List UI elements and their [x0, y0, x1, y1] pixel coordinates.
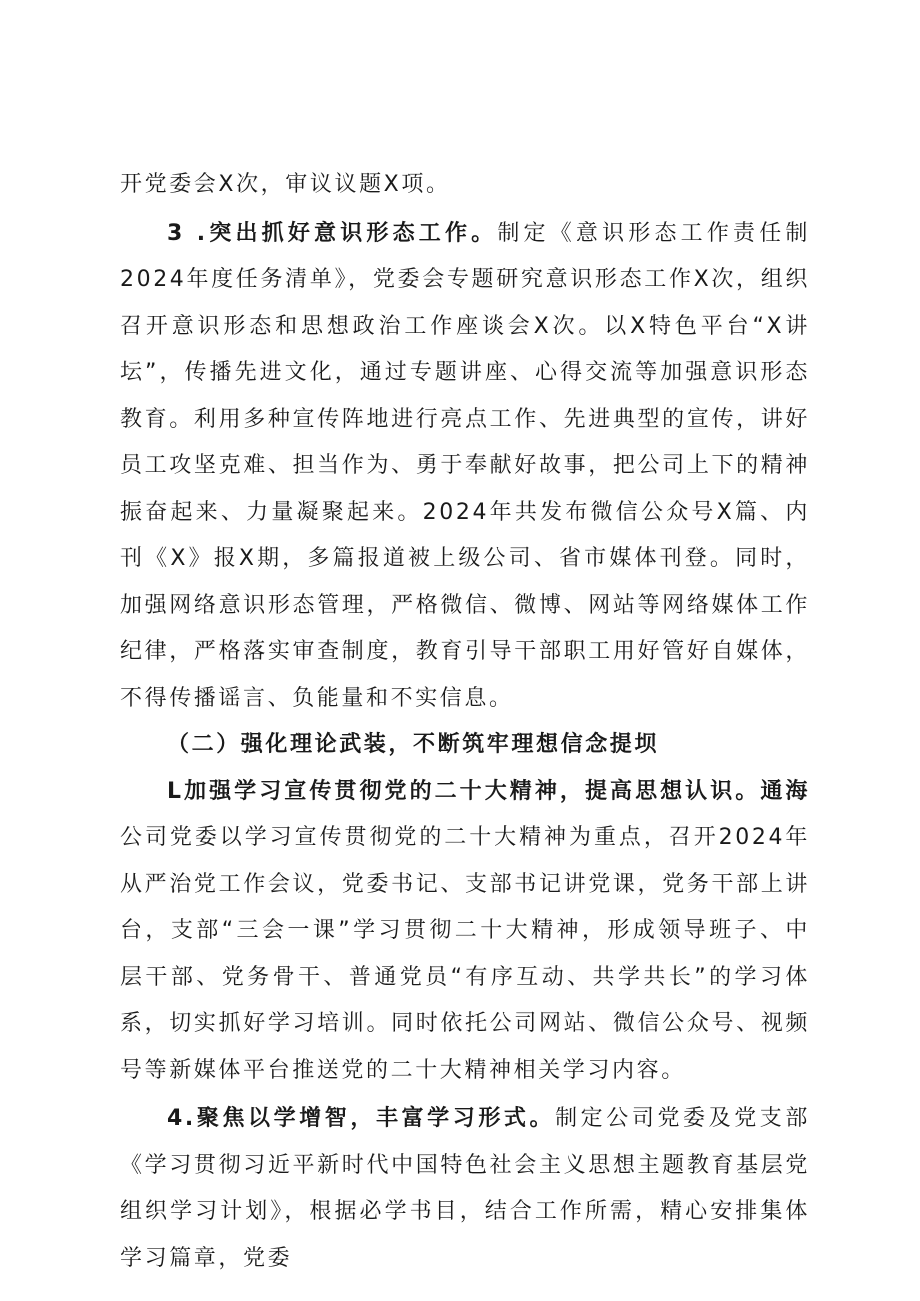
paragraph-text: 公司党委以学习宣传贯彻党的二十大精神为重点，召开2024年从严治党工作会议，党委书记、支部书记讲党课，党务干部上讲台，支部“三会一课”学习贯彻二十大精神，形成领导班子、中层干部、党务骨干、普通党员“有序互动、共学共长”的学习体系，切实抓好学习培训。同时依托公司网站、微信公众号、视频号等新媒体平台推送党的二十大精神相关学习内容。 — [120, 825, 810, 1083]
paragraph-text: 制定《意识形态工作责任制2024年度任务清单》，党委会专题研究意识形态工作X次，组织召开意识形态和思想政治工作座谈会X次。以X特色平台“X讲坛”，传播先进文化，通过专题讲座、心得交流等加强意识形态教育。利用多种宣传阵地进行亮点工作、先进典型的宣传，讲好员工攻坚克难、担当作为、勇于奉献好故事，把公司上下的精神振奋起来、力量凝聚起来。2024年共发布微信公众号X篇、内刊《X》报X期，多篇报道被上级公司、省市媒体刊登。同时，加强网络意识形态管理，严格微信、微博、网站等网络媒体工作纪律，严格落实审查制度，教育引导干部职工用好管好自媒体，不得传播谣言、负能量和不实信息。 — [120, 220, 810, 711]
paragraph-text: 开党委会X次，审议议题X项。 — [120, 172, 451, 197]
paragraph-continued — [120, 162, 810, 209]
paragraph-lead-heading: L加强学习宣传贯彻党的二十大精神，提高思想认识。通海 — [167, 778, 810, 804]
section-heading: （二）强化理论武装，不断筑牢理想信念提坝 — [167, 732, 660, 757]
paragraph-text: 制定公司党委及党支部《学习贯彻习近平新时代中国特色社会主义思想主题教育基层党组织学习计划》，根据必学书目，结合工作所需，精心安排集体学习篇章，党委 — [120, 1106, 810, 1271]
paragraph-study-forms — [120, 1096, 810, 1282]
paragraph-study-congress — [120, 769, 810, 1095]
paragraph-ideology-work — [120, 211, 810, 723]
document-page — [120, 162, 810, 1282]
paragraph-lead-heading: 4.聚焦以学增智，丰富学习形式。 — [167, 1106, 556, 1131]
paragraph-lead-heading: 3 .突出抓好意识形态工作。 — [167, 220, 498, 246]
